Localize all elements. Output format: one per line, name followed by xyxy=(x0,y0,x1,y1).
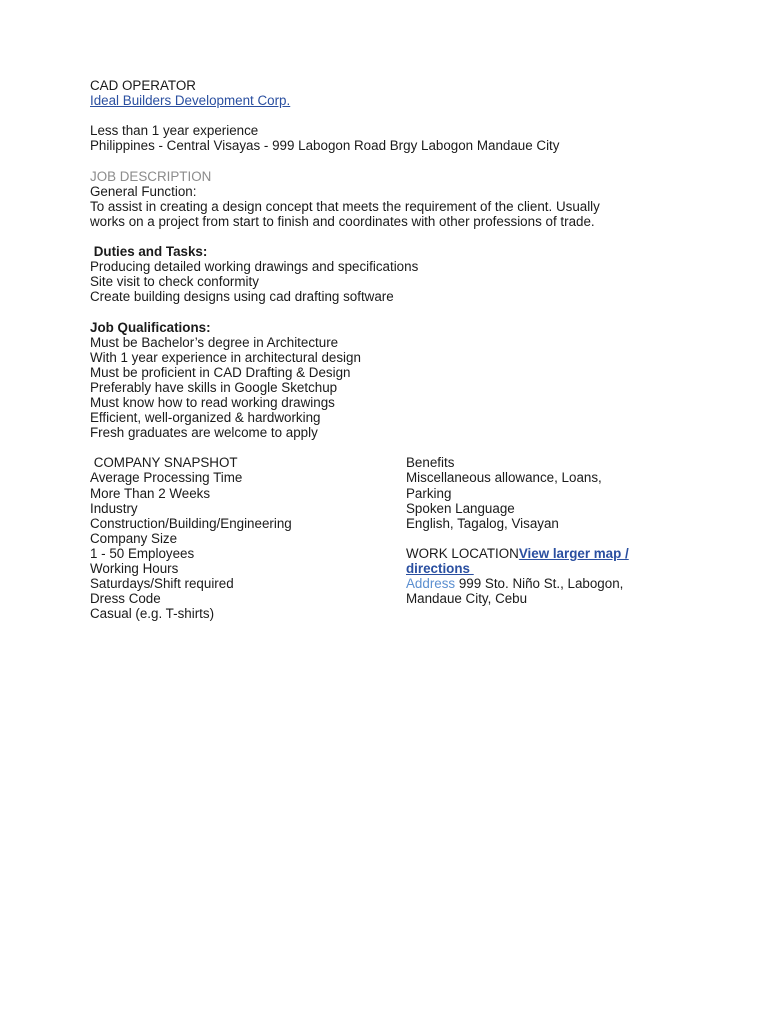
qualification-item: With 1 year experience in architectural design xyxy=(90,349,361,365)
benefits-label: Benefits xyxy=(406,455,455,471)
address-value-line1: 999 Sto. Niño St., Labogon, xyxy=(455,576,624,592)
duty-item: Create building designs using cad drafting software xyxy=(90,289,394,305)
address-label: Address xyxy=(406,576,456,592)
snapshot-label: Average Processing Time xyxy=(90,470,243,486)
snapshot-value: Construction/Building/Engineering xyxy=(90,515,292,531)
duty-item: Producing detailed working drawings and specifications xyxy=(90,259,419,275)
snapshot-label: Working Hours xyxy=(90,561,179,576)
general-function-text-line1: To assist in creating a design concept that meets the requirement of the client. Usually xyxy=(90,198,600,214)
address-value-line2: Mandaue City, Cebu xyxy=(406,591,528,607)
snapshot-value: Saturdays/Shift required xyxy=(90,576,234,592)
qualification-item: Must be Bachelor’s degree in Architecture xyxy=(90,334,339,350)
qualification-item: Must know how to read working drawings xyxy=(90,394,335,410)
snapshot-value: More Than 2 Weeks xyxy=(90,485,211,501)
spoken-language-label: Spoken Language xyxy=(406,500,515,516)
benefits-value-line1: Miscellaneous allowance, Loans, xyxy=(406,470,602,486)
general-function-label: General Function: xyxy=(90,183,197,199)
snapshot-value: Casual (e.g. T-shirts) xyxy=(90,606,215,622)
work-location-label: WORK LOCATION xyxy=(406,545,519,561)
job-posting-document xyxy=(90,78,730,625)
job-description-heading: JOB DESCRIPTION xyxy=(90,168,212,184)
qualification-item: Fresh graduates are welcome to apply xyxy=(90,425,318,441)
job-title: CAD OPERATOR xyxy=(90,78,196,93)
benefits-value-line2: Parking xyxy=(406,485,452,501)
snapshot-label: Company Size xyxy=(90,530,178,546)
directions-link[interactable]: directions xyxy=(406,561,474,576)
qualification-item: Must be proficient in CAD Drafting & Design xyxy=(90,364,351,380)
company-link[interactable]: Ideal Builders Development Corp. xyxy=(90,93,291,109)
snapshot-value: 1 - 50 Employees xyxy=(90,545,195,561)
qualification-item: Preferably have skills in Google Sketchup xyxy=(90,379,338,395)
general-function-text-line2: works on a project from start to finish and coordinates with other professions of trade. xyxy=(90,213,595,229)
snapshot-left-column xyxy=(90,455,400,621)
company-snapshot-section xyxy=(90,455,730,625)
view-map-link[interactable]: View larger map / xyxy=(518,545,629,561)
job-location-text: Philippines - Central Visayas - 999 Labogon Road Brgy Labogon Mandaue City xyxy=(90,138,560,154)
snapshot-right-column xyxy=(406,455,706,606)
company-snapshot-heading: COMPANY SNAPSHOT xyxy=(90,455,238,471)
spoken-language-value: English, Tagalog, Visayan xyxy=(406,515,559,531)
snapshot-label: Dress Code xyxy=(90,591,161,607)
qualification-item: Efficient, well-organized & hardworking xyxy=(90,410,321,426)
experience-text: Less than 1 year experience xyxy=(90,123,259,139)
snapshot-label: Industry xyxy=(90,500,138,516)
duties-heading: Duties and Tasks: xyxy=(90,244,208,260)
qualifications-heading: Job Qualifications: xyxy=(90,319,211,335)
duty-item: Site visit to check conformity xyxy=(90,274,259,290)
